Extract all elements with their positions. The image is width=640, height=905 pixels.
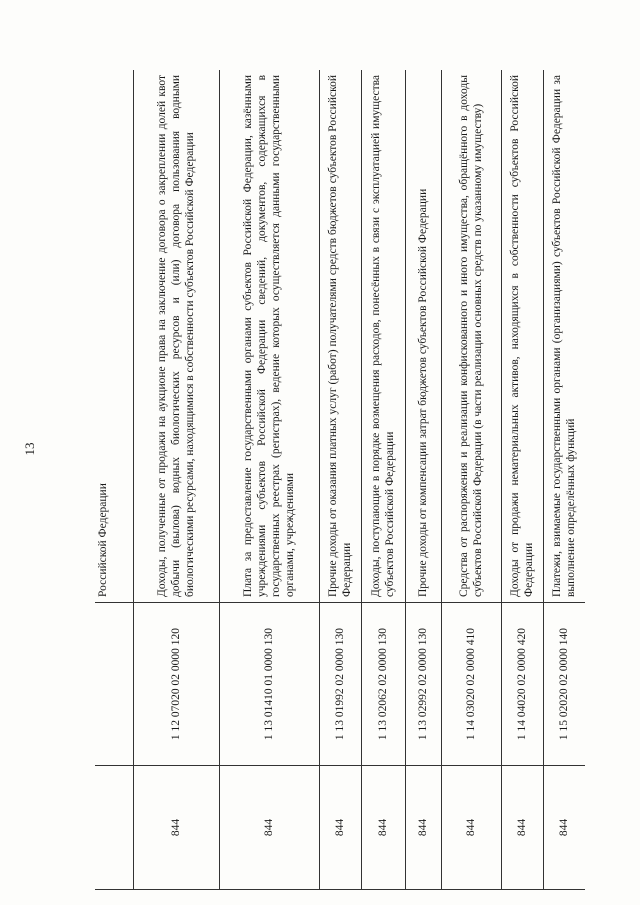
table-row bbox=[543, 70, 585, 890]
admin-cell: 844 bbox=[219, 766, 319, 890]
name-cell: Российской Федерации bbox=[95, 70, 133, 603]
table-row bbox=[441, 70, 501, 890]
revenue-codes-table-container bbox=[95, 70, 585, 890]
code-cell: 1 14 03020 02 0000 410 bbox=[441, 603, 501, 766]
admin-cell: 844 bbox=[319, 766, 361, 890]
code-cell: 1 13 02062 02 0000 130 bbox=[361, 603, 405, 766]
admin-cell: 844 bbox=[543, 766, 585, 890]
table-row bbox=[133, 70, 219, 890]
code-cell: 1 15 02020 02 0000 140 bbox=[543, 603, 585, 766]
code-cell: 1 13 02992 02 0000 130 bbox=[405, 603, 441, 766]
table-row bbox=[219, 70, 319, 890]
name-cell: Прочие доходы от оказания платных услуг (работ) получателями средств бюджетов субъектов Российской Федерации bbox=[319, 70, 361, 603]
admin-cell: 844 bbox=[501, 766, 543, 890]
admin-cell: 844 bbox=[441, 766, 501, 890]
table-row bbox=[319, 70, 361, 890]
admin-cell: 844 bbox=[133, 766, 219, 890]
admin-cell: 844 bbox=[405, 766, 441, 890]
table-row bbox=[361, 70, 405, 890]
table-row bbox=[501, 70, 543, 890]
admin-cell: 844 bbox=[361, 766, 405, 890]
name-cell: Доходы, полученные от продажи на аукционе права на заключение договора о закреплении долей квот добычи (вылова) водных биологических ресурсов и (или) договора пользования водными биологическими ресурсами, находящимися в собственности субъектов Российской Федерации bbox=[133, 70, 219, 603]
name-cell: Прочие доходы от компенсации затрат бюджетов субъектов Российской Федерации bbox=[405, 70, 441, 603]
revenue-codes-table bbox=[95, 70, 585, 890]
name-cell: Доходы от продажи нематериальных активов, находящихся в собственности субъектов Российской Федерации bbox=[501, 70, 543, 603]
name-cell: Средства от распоряжения и реализации конфискованного и иного имущества, обращённого в доходы субъектов Российской Федерации (в части реализации основных средств по указанному имуществу) bbox=[441, 70, 501, 603]
name-cell: Доходы, поступающие в порядке возмещения расходов, понесённых в связи с эксплуатацией имущества субъектов Российской Федерации bbox=[361, 70, 405, 603]
code-cell: 1 12 07020 02 0000 120 bbox=[133, 603, 219, 766]
name-cell: Платежи, взимаемые государственными органами (организациями) субъектов Российской Федерации за выполнение определённых функций bbox=[543, 70, 585, 603]
code-cell: 1 14 04020 02 0000 420 bbox=[501, 603, 543, 766]
code-cell bbox=[95, 603, 133, 766]
code-cell: 1 13 01410 01 0000 130 bbox=[219, 603, 319, 766]
name-cell: Плата за предоставление государственными органами субъектов Российской Федерации, казёнными учреждениями субъектов Российской Федерации сведений, документов, содержащихся в государственных реестрах (регистрах), ведение которых осуществляется данными государственными органами, учреждениями bbox=[219, 70, 319, 603]
admin-cell bbox=[95, 766, 133, 890]
table-row bbox=[405, 70, 441, 890]
code-cell: 1 13 01992 02 0000 130 bbox=[319, 603, 361, 766]
table-row bbox=[95, 70, 133, 890]
